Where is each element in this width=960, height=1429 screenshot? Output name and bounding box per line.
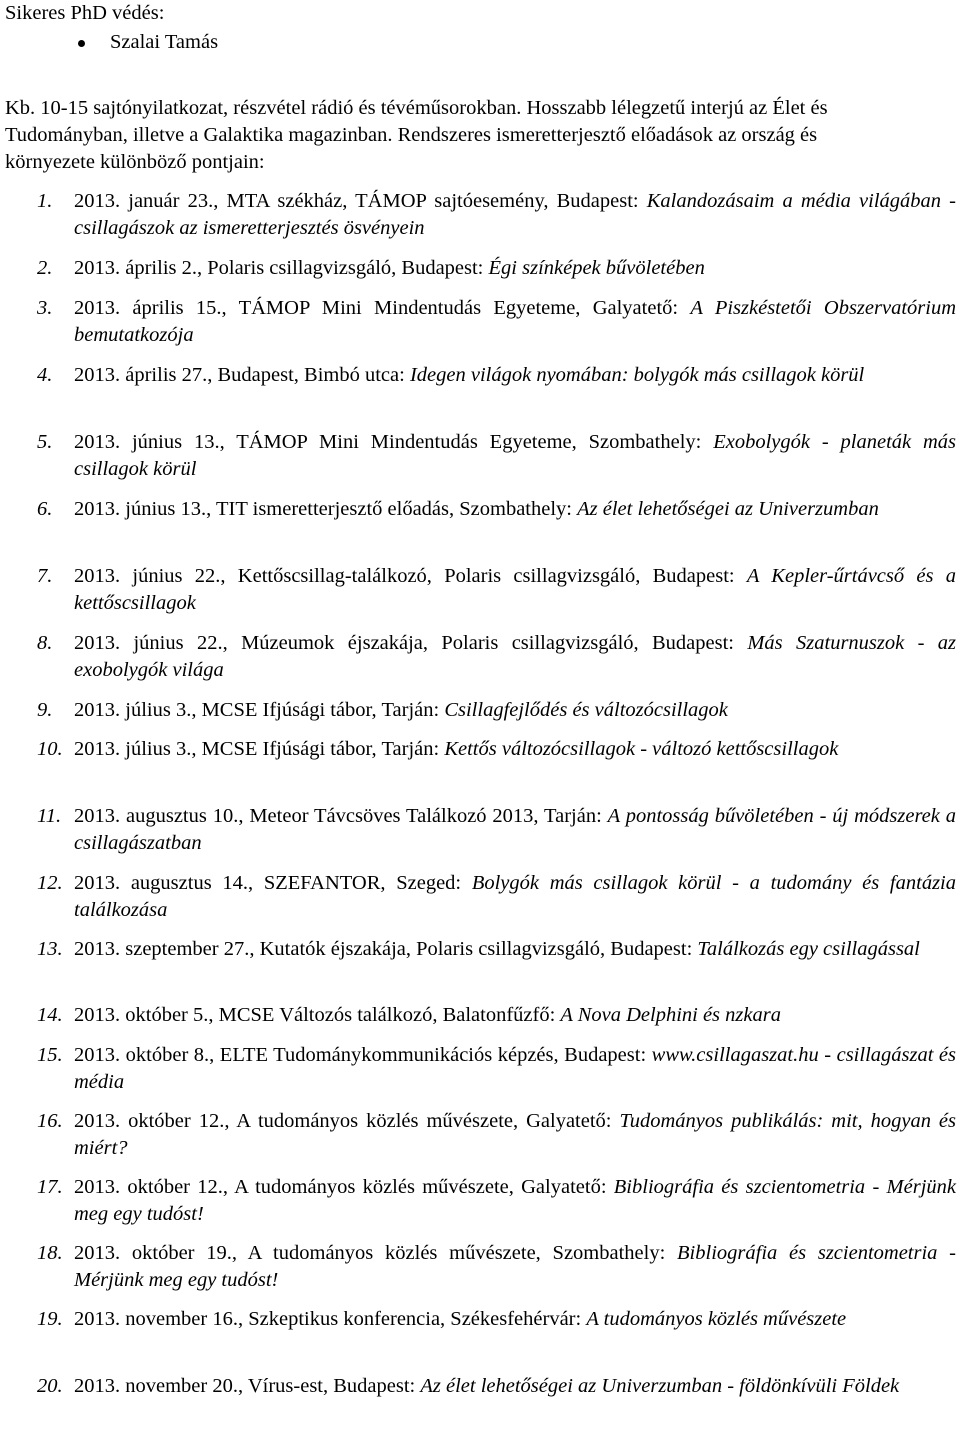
item-content <box>74 429 956 483</box>
item-title: Idegen világok nyomában: bolygók más csillagok körül <box>409 364 865 386</box>
item-details: 2013. április 15., TÁMOP Mini Mindentudás Egyeteme, Galyatető: <box>74 297 691 319</box>
item-number: 9. <box>37 699 53 721</box>
item-details: 2013. augusztus 10., Meteor Távcsöves Találkozó 2013, Tarján: <box>74 805 608 827</box>
bullet-name: Szalai Tamás <box>110 31 219 53</box>
item-content <box>74 630 956 684</box>
item-title: A Kepler-űrtávcső és a kettőscsillagok <box>74 565 956 614</box>
item-title: A Nova Delphini és nzkara <box>560 1004 781 1026</box>
item-title: www.csillagaszat.hu - csillagászat és média <box>74 1044 957 1093</box>
item-content <box>74 736 956 763</box>
item-content <box>74 1240 956 1294</box>
item-title: Az élet lehetőségei az Univerzumban - földönkívüli Földek <box>420 1375 900 1397</box>
intro-line: környezete különböző pontjain: <box>5 151 265 173</box>
item-details: 2013. október 5., MCSE Változós találkozó, Balatonfűzfő: <box>74 1004 561 1026</box>
item-number: 4. <box>37 364 53 386</box>
item-number: 11. <box>37 805 62 827</box>
item-title: Kalandozásaim a média világában - csillagászok az ismeretterjesztés ösvényein <box>74 190 956 239</box>
item-number: 6. <box>37 498 53 520</box>
item-content <box>74 295 956 349</box>
item-details: 2013. november 20., Vírus-est, Budapest: <box>74 1375 421 1397</box>
item-details: 2013. április 2., Polaris csillagvizsgáló, Budapest: <box>74 257 489 279</box>
item-title: Exobolygók - planeták más csillagok körül <box>74 431 957 480</box>
item-details: 2013. augusztus 14., SZEFANTOR, Szeged: <box>74 872 472 894</box>
item-content <box>74 1174 956 1228</box>
item-title: Más Szaturnuszok - az exobolygók világa <box>74 632 956 681</box>
item-number: 17. <box>37 1176 63 1198</box>
item-details: 2013. július 3., MCSE Ifjúsági tábor, Tarján: <box>74 738 445 760</box>
item-title: Bolygók más csillagok körül - a tudomány és fantázia találkozása <box>74 872 956 921</box>
item-content <box>74 936 956 963</box>
intro-line: Tudományban, illetve a Galaktika magazinban. Rendszeres ismeretterjesztő előadások az ország és <box>5 124 818 146</box>
item-title: A tudományos közlés művészete <box>586 1308 847 1330</box>
item-content <box>74 1002 956 1029</box>
item-details: 2013. szeptember 27., Kutatók éjszakája, Polaris csillagvizsgáló, Budapest: <box>74 938 698 960</box>
item-title: Tudományos publikálás: mit, hogyan és miért? <box>74 1110 956 1159</box>
item-content <box>74 496 956 523</box>
item-number: 14. <box>37 1004 63 1026</box>
item-details: 2013. június 13., TIT ismeretterjesztő előadás, Szombathely: <box>74 498 578 520</box>
item-title: Kettős változócsillagok - változó kettőscsillagok <box>444 738 839 760</box>
item-content <box>74 188 956 242</box>
item-details: 2013. október 12., A tudományos közlés művészete, Galyatető: <box>74 1110 620 1132</box>
item-content <box>74 870 956 924</box>
item-title: Az élet lehetőségei az Univerzumban <box>577 498 879 520</box>
item-details: 2013. október 12., A tudományos közlés művészete, Galyatető: <box>74 1176 614 1198</box>
item-details: 2013. november 16., Szkeptikus konferencia, Székesfehérvár: <box>74 1308 587 1330</box>
item-title: Bibliográfia és szcientometria - Mérjünk meg egy tudóst! <box>74 1176 956 1225</box>
phd-heading: Sikeres PhD védés: <box>5 2 165 24</box>
item-number: 16. <box>37 1110 63 1132</box>
item-title: A pontosság bűvöletében - új módszerek a csillagászatban <box>74 805 956 854</box>
item-details: 2013. április 27., Budapest, Bimbó utca: <box>74 364 410 386</box>
item-details: 2013. október 19., A tudományos közlés művészete, Szombathely: <box>74 1242 678 1264</box>
item-details: 2013. október 8., ELTE Tudománykommunikációs képzés, Budapest: <box>74 1044 652 1066</box>
item-number: 18. <box>37 1242 63 1264</box>
item-number: 2. <box>37 257 53 279</box>
intro-paragraph <box>5 95 955 176</box>
item-number: 7. <box>37 565 53 587</box>
item-number: 1. <box>37 190 53 212</box>
item-number: 15. <box>37 1044 63 1066</box>
item-title: Csillagfejlődés és változócsillagok <box>444 699 728 721</box>
item-content <box>74 1108 956 1162</box>
item-number: 13. <box>37 938 63 960</box>
item-content <box>74 803 956 857</box>
item-content <box>74 697 956 724</box>
item-number: 12. <box>37 872 63 894</box>
item-details: 2013. január 23., MTA székház, TÁMOP sajtóesemény, Budapest: <box>74 190 647 212</box>
item-details: 2013. június 22., Kettőscsillag-találkozó, Polaris csillagvizsgáló, Budapest: <box>74 565 747 587</box>
item-details: 2013. július 3., MCSE Ifjúsági tábor, Tarján: <box>74 699 445 721</box>
bullet-dot-icon <box>78 40 85 47</box>
item-content <box>74 563 956 617</box>
item-number: 19. <box>37 1308 63 1330</box>
item-number: 8. <box>37 632 53 654</box>
item-content <box>74 1042 956 1096</box>
item-title: Égi színképek bűvöletében <box>488 257 705 279</box>
item-number: 10. <box>37 738 63 760</box>
item-content <box>74 255 956 282</box>
item-title: Találkozás egy csillagással <box>697 938 920 960</box>
item-content <box>74 362 956 389</box>
item-title: Bibliográfia és szcientometria - Mérjünk meg egy tudóst! <box>74 1242 956 1291</box>
item-number: 5. <box>37 431 53 453</box>
intro-line: Kb. 10-15 sajtónyilatkozat, részvétel rádió és tévéműsorokban. Hosszabb lélegzetű interjú az Élet és <box>5 97 828 119</box>
item-details: 2013. június 13., TÁMOP Mini Mindentudás Egyeteme, Szombathely: <box>74 431 714 453</box>
item-title: A Piszkéstetői Obszervatórium bemutatkozója <box>74 297 956 346</box>
item-content <box>74 1373 956 1400</box>
item-number: 3. <box>37 297 53 319</box>
item-number: 20. <box>37 1375 63 1397</box>
item-content <box>74 1306 956 1333</box>
item-details: 2013. június 22., Múzeumok éjszakája, Polaris csillagvizsgáló, Budapest: <box>74 632 748 654</box>
